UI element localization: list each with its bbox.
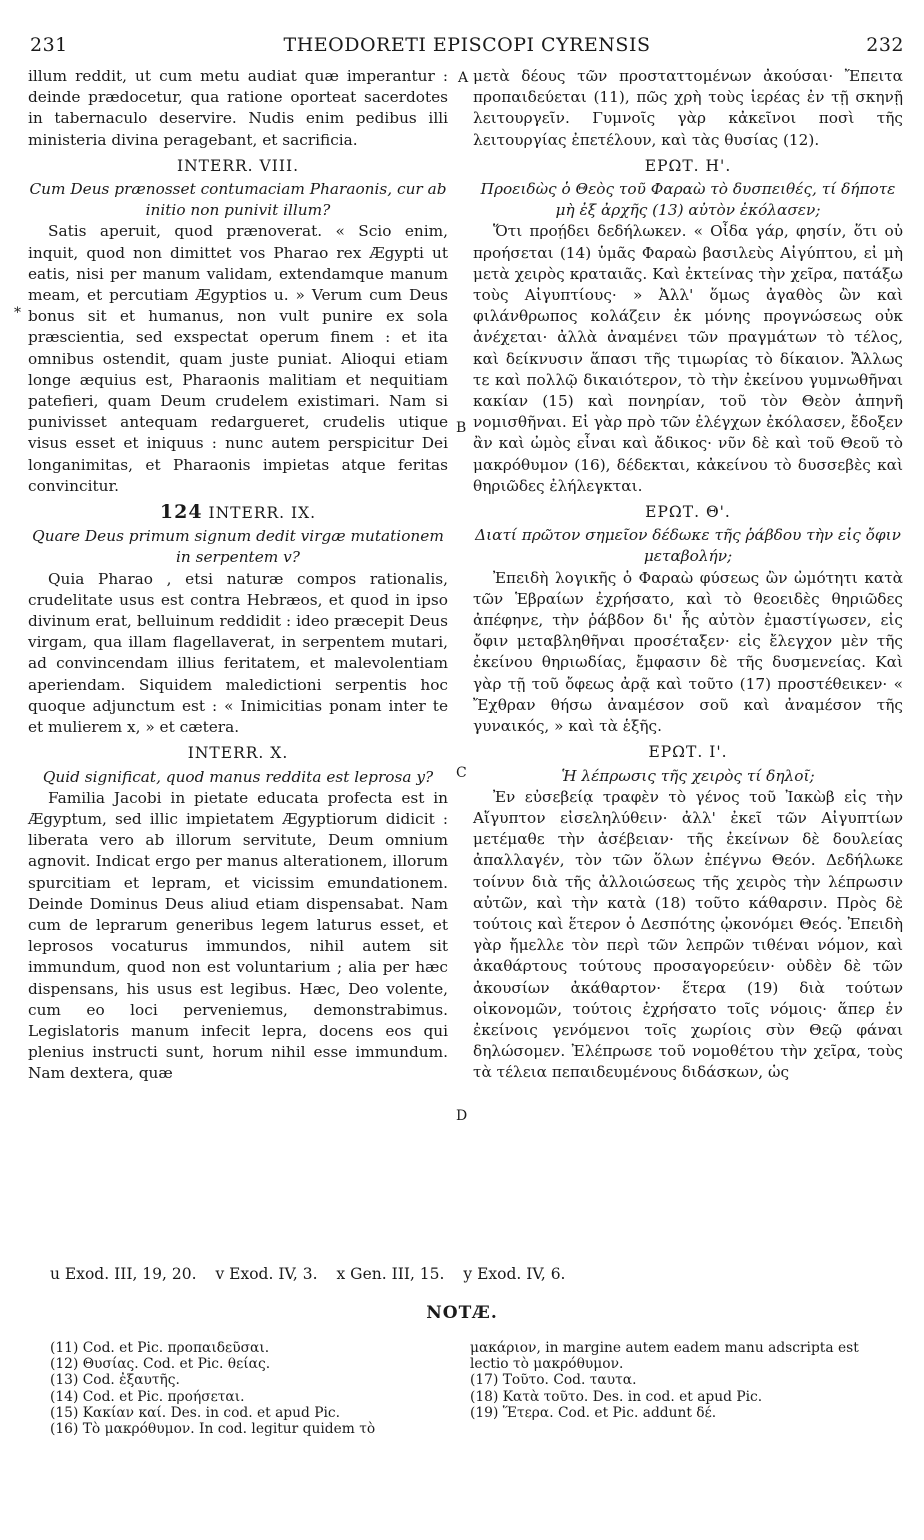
note-item: μακάριον, in margine autem eadem manu adscripta est lectio τὸ μακρόθυμον.: [470, 1340, 859, 1373]
note-item: (14) Cod. et Pic. προήσεται.: [50, 1388, 245, 1405]
note-item: (13) Cod. ἐξαυτῆς.: [50, 1372, 180, 1389]
margin-asterisk: *: [14, 305, 21, 321]
latin-interr-10-text: Familia Jacobi in pietate educata profecta est in Ægyptum, sed illic impietatem Ægyptiorum didicit : liberata vero ab illorum servitute, Deum omnium agnovit. Indicat ergo per manus alterationem, illorum spurcitiam et lepram, et vicissim emundationem. Deinde Dominus Deus aliud etiam dispensabat. Nam cum de leprarum generibus legem laturus esset, et leprosos vocaturus immundos, nihil autem sit immundum, quod non est voluntarium ; alia per hæc dispensans, his usus est legibus. Hæc, Deo volente, cum eo loci perveniemus, demonstrabimus. Legislatoris manum infecit lepra, docens eos qui plenius instructi sunt, horum nihil esse immundum. Nam dextera, quæ: [28, 788, 448, 1083]
greek-erot-9-text: Ἐπειδὴ λογικῆς ὁ Φαραὼ φύσεως ὢν ὠμότητι κατὰ τῶν Ἑβραίων ἐχρήσατο, καὶ τὸ θεοειδὲς θηριῶδες ἀπέφηνε, τὴν ῥάβδον δι' ἧς αὐτὸν ἐμαστίγωσεν, εἰς ὄφιν μεταβληθῆναι προσέταξεν· εἰς ἔλεγχον μὲν τῆς ἐκείνου θηριωδίας, ἔμφασιν δὲ τῆς δυσμενείας. Καὶ γὰρ τῇ τοῦ ὄφεως ἀρᾷ καὶ τοῦτο (17) προστέθεικεν· « Ἔχθραν θήσω ἀναμέσον σοῦ καὶ ἀναμέσον τῆς γυναικός, » καὶ τὰ ἑξῆς.: [473, 568, 903, 736]
page-number-left: 231: [30, 34, 68, 56]
note-item: (16) Τὸ μακρόθυμον. In cod. legitur quidem τὸ: [50, 1421, 376, 1438]
margin-marker-a: A: [458, 70, 469, 86]
greek-erot-8-question: Προειδὼς ὁ Θεὸς τοῦ Φαραὼ τὸ δυσπειθές, τί δήποτε μὴ ἐξ ἀρχῆς (13) αὐτὸν ἐκόλασεν;: [480, 180, 896, 220]
margin-marker-d: D: [456, 1108, 468, 1124]
latin-interr-10-heading: INTERR. X.: [187, 744, 289, 763]
margin-marker-b: B: [456, 420, 467, 436]
greek-erot-10-question: Ἡ λέπρωσις τῆς χειρὸς τί δηλοῖ;: [561, 766, 815, 785]
greek-erot-8-heading: ΕΡΩΤ. Η'.: [644, 156, 732, 175]
column-number: 124: [159, 501, 203, 524]
note-item: (15) Κακίαν καί. Des. in cod. et apud Pic.: [50, 1404, 341, 1421]
latin-interr-8-text: Satis aperuit, quod prænoverat. « Scio enim, inquit, quod non dimittet vos Pharao rex Ægypti ut eatis, nisi per manum validam, extendamque manum meam, et percutiam Ægyptios u. » Verum cum Deus bonus sit et humanus, non vult punire ex sola præscientia, sed exspectat operum finem : et ita omnibus ostendit, quam juste puniat. Alioqui etiam longe æquius est, Pharaonis malitiam et nequitiam patefieri, quam Deum crudelem existimari. Nam si punivisset antequam redargueret, crudelis utique visus esset et iniquus : nunc autem perspicitur Dei longanimitas, et Pharaonis impietas atque feritas convincitur.: [28, 222, 448, 495]
greek-erot-10-text: Ἐν εὐσεβείᾳ τραφὲν τὸ γένος τοῦ Ἰακὼβ εἰς τὴν Αἴγυπτον εἰσεληλύθειν· ἀλλ' ἐκεῖ τῶν Αἰγυπτίων μετέμαθε τὴν ἀσέβειαν· τῆς ἐκείνων δὲ δουλείας ἀπαλλαγέν, τὸν τῶν ὅλων ἐπέγνω Θεόν. Δεδήλωκε τοίνυν διὰ τῆς ἀλλοιώσεως τῆς χειρὸς τὴν λέπρωσιν αὐτῶν, καὶ τὴν κατὰ (18) τοῦτο κάθαρσιν. Πρὸς δὲ τούτοις καὶ ἕτερον ὁ Δεσπότης ᾠκονόμει Θεός. Ἐπειδὴ γὰρ ἤμελλε τὸν περὶ τῶν λεπρῶν τιθέναι νόμον, καὶ ἀκαθάρτους τούτους προσαγορεύειν· οὐδὲν δὲ τῶν ἀκουσίων ἀκάθαρτον· ἕτερα (19) διὰ τούτων οἰκονομῶν, τούτοις ἐχρήσατο τοῖς νόμοις· ἅπερ ἐν ἐκείνοις γενόμενοι τοῖς χωρίοις σὺν Θεῷ φάναι δηλώσομεν. Ἐλέπρωσε τοῦ νομοθέτου τὴν χεῖρα, τοὺς τὰ τέλεια πεπαιδευμένους διδάσκων, ὡς: [473, 787, 903, 1082]
latin-interr-10-question: Quid significat, quod manus reddita est leprosa y?: [42, 767, 434, 786]
scripture-references: [50, 1265, 910, 1283]
latin-interr-9-question: Quare Deus primum signum dedit virgæ mutationem in serpentem v?: [32, 527, 444, 567]
reference-item: v Exod. IV, 3.: [215, 1265, 318, 1283]
notes-right-column: [470, 1340, 900, 1421]
running-title: THEODORETI EPISCOPI CYRENSIS: [283, 34, 651, 56]
greek-column: [473, 66, 903, 1084]
notes-title: NOTÆ.: [426, 1303, 498, 1323]
greek-erot-9-question: Διατί πρῶτον σημεῖον δέδωκε τῆς ῥάβδου τὴν εἰς ὄφιν μεταβολήν;: [475, 526, 901, 566]
note-item: (18) Κατὰ τοῦτο. Des. in cod. et apud Pic.: [470, 1388, 763, 1405]
reference-item: u Exod. III, 19, 20.: [50, 1265, 197, 1283]
greek-intro: μετὰ δέους τῶν προσταττομένων ἀκούσαι· Ἔπειτα προπαιδεύεται (11), πῶς χρὴ τοὺς ἱερέας ἐν τῇ σκηνῇ λειτουργεῖν. Γυμνοῖς γὰρ κἀκεῖνοι ποσὶ τῆς λειτουργίας ἐπετέλουν, καὶ τὰς θυσίας (12).: [473, 67, 903, 149]
latin-intro: illum reddit, ut cum metu audiat quæ imperantur : deinde prædocetur, qua ratione oporteat sacerdotes in tabernaculo deservire. Nudis enim pedibus illi ministeria divina peragebant, et sacrificia.: [28, 67, 448, 149]
greek-erot-8-text: Ὅτι προῄδει δεδήλωκεν. « Οἶδα γάρ, φησίν, ὅτι οὐ προήσεται (14) ὑμᾶς Φαραὼ βασιλεὺς Αἰγύπτου, εἰ μὴ μετὰ χειρὸς κραταιᾶς. Καὶ ἐκτείνας τὴν χεῖρα, πατάξω τοὺς Αἰγυπτίους· » Ἀλλ' ὅμως ἀγαθὸς ὢν καὶ φιλάνθρωπος κολάζειν ἐκ μόνης προγνώσεως οὐκ ἀνέχεται· ἀλλὰ ἀναμένει τῶν πραγμάτων τὸ τέλος, καὶ δείκνυσιν ἅπασι τῆς τιμωρίας τὸ δίκαιον. Ἄλλως τε καὶ πολλῷ δικαιότερον, τὸ τὴν ἐκείνου γυμνωθῆναι κακίαν (15) καὶ πονηρίαν, τοῦ τὸν Θεὸν ἀπηνῆ νομισθῆναι. Εἰ γὰρ πρὸ τῶν ἐλέγχων ἐκόλασεν, ἔδοξεν ἂν καὶ ὠμὸς εἶναι καὶ ἄδικος· νῦν δὲ καὶ τοῦ Θεοῦ τὸ μακρόθυμον (16), δέδεκται, κἀκείνου τὸ δυσσεβὲς καὶ θηριῶδες ἐλήλεγκται.: [473, 222, 903, 495]
greek-erot-10-heading: ΕΡΩΤ. Ι'.: [648, 743, 728, 762]
notes-left-column: [50, 1340, 460, 1437]
margin-marker-c: C: [456, 765, 467, 781]
note-item: (19) Ἕτερα. Cod. et Pic. addunt δέ.: [470, 1404, 717, 1421]
note-item: (12) Θυσίας. Cod. et Pic. θείας.: [50, 1356, 271, 1373]
latin-interr-9-heading: INTERR. IX.: [208, 504, 317, 523]
note-item: (11) Cod. et Pic. προπαιδεῦσαι.: [50, 1340, 270, 1356]
running-header: [30, 34, 904, 64]
note-item: (17) Τοῦτο. Cod. ταυτα.: [470, 1372, 637, 1389]
latin-interr-9-text: Quia Pharao , etsi naturæ compos rationalis, crudelitate usus est contra Hebræos, et quod in ipso divinum erat, belluinum reddidit : ideo præcepit Deus virgam, qua illam flagellaverat, in serpentem mutari, ad convincendam illius feritatem, et malevolentiam aperiendam. Siquidem maledictioni serpentis hoc quoque adjunctum est : « Inimicitias ponam inter te et mulierem x, » et cætera.: [28, 569, 448, 737]
latin-interr-8-question: Cum Deus prænosset contumaciam Pharaonis, cur ab initio non punivit illum?: [29, 180, 447, 220]
latin-interr-9-heading-row: [28, 502, 448, 524]
reference-item: y Exod. IV, 6.: [463, 1265, 566, 1283]
greek-erot-9-heading: ΕΡΩΤ. Θ'.: [645, 503, 731, 522]
page-number-right: 232: [866, 34, 904, 56]
latin-column: [28, 66, 448, 1085]
reference-item: x Gen. III, 15.: [336, 1265, 445, 1283]
latin-interr-8-heading: INTERR. VIII.: [176, 156, 300, 175]
